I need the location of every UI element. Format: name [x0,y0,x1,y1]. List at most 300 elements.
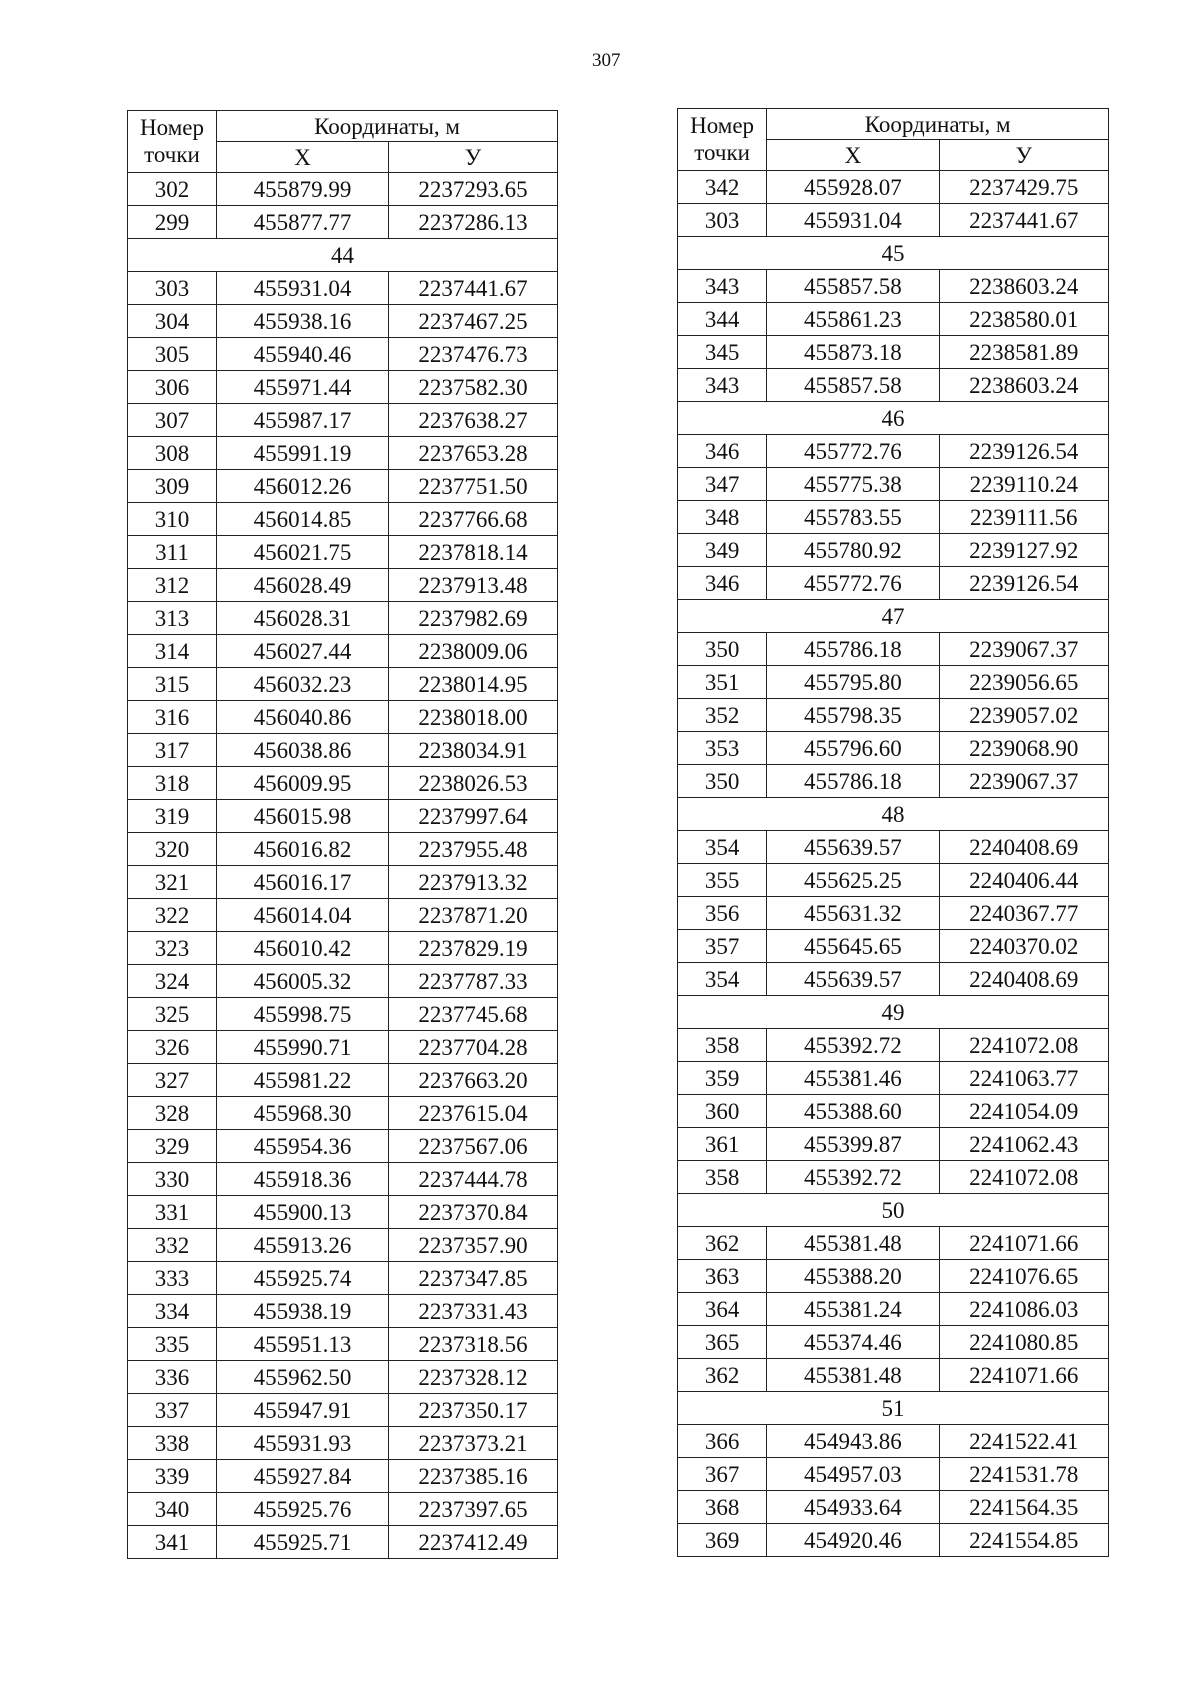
table-row [128,206,558,239]
table-row [678,765,1109,798]
x-coordinate-cell: 456038.86 [217,734,389,767]
x-coordinate-cell: 456016.82 [217,833,389,866]
point-number-cell: 336 [128,1361,217,1394]
y-coordinate-cell: 2237871.20 [389,899,558,932]
table-body [128,173,558,1559]
y-coordinate-cell: 2240408.69 [939,831,1108,864]
y-coordinate-cell: 2238018.00 [389,701,558,734]
point-number-cell: 323 [128,932,217,965]
x-coordinate-cell: 455947.91 [217,1394,389,1427]
x-coordinate-cell: 455399.87 [767,1128,939,1161]
table-row [678,501,1109,534]
x-coordinate-cell: 455971.44 [217,371,389,404]
x-coordinate-cell: 455940.46 [217,338,389,371]
coordinates-header: Координаты, м [217,111,558,142]
point-number-cell: 318 [128,767,217,800]
x-coordinate-cell: 455927.84 [217,1460,389,1493]
x-coordinate-cell: 456040.86 [217,701,389,734]
x-coordinate-cell: 456032.23 [217,668,389,701]
table-row [678,567,1109,600]
x-coordinate-cell: 456014.85 [217,503,389,536]
point-number-cell: 364 [678,1293,767,1326]
y-coordinate-cell: 2237476.73 [389,338,558,371]
table-row [128,272,558,305]
table-row [128,1196,558,1229]
x-coordinate-cell: 455798.35 [767,699,939,732]
y-coordinate-cell: 2237385.16 [389,1460,558,1493]
table-row [678,204,1109,237]
y-coordinate-cell: 2237328.12 [389,1361,558,1394]
table-row [128,1427,558,1460]
table-row [678,963,1109,996]
x-coordinate-cell: 455951.13 [217,1328,389,1361]
point-number-cell: 362 [678,1359,767,1392]
table-row [128,701,558,734]
y-coordinate-cell: 2241076.65 [939,1260,1108,1293]
x-coordinate-cell: 454933.64 [767,1491,939,1524]
y-column-header: У [389,142,558,173]
point-number-cell: 367 [678,1458,767,1491]
point-number-cell: 351 [678,666,767,699]
y-coordinate-cell: 2241071.66 [939,1359,1108,1392]
point-number-cell: 357 [678,930,767,963]
x-coordinate-cell: 455873.18 [767,336,939,369]
section-number: 45 [678,237,1109,270]
y-coordinate-cell: 2238580.01 [939,303,1108,336]
y-coordinate-cell: 2237638.27 [389,404,558,437]
point-number-cell: 303 [678,204,767,237]
table-row [128,1163,558,1196]
x-coordinate-cell: 455918.36 [217,1163,389,1196]
x-coordinate-cell: 455931.04 [767,204,939,237]
y-coordinate-cell: 2237751.50 [389,470,558,503]
y-coordinate-cell: 2237357.90 [389,1229,558,1262]
table-row [128,635,558,668]
y-coordinate-cell: 2237955.48 [389,833,558,866]
x-coordinate-cell: 455381.48 [767,1227,939,1260]
y-coordinate-cell: 2239110.24 [939,468,1108,501]
table-row [128,1394,558,1427]
point-number-cell: 311 [128,536,217,569]
x-coordinate-cell: 455913.26 [217,1229,389,1262]
table-row [678,1161,1109,1194]
table-row [678,897,1109,930]
point-number-cell: 330 [128,1163,217,1196]
x-coordinate-cell: 455639.57 [767,963,939,996]
table-row [128,833,558,866]
x-coordinate-cell: 455786.18 [767,633,939,666]
y-coordinate-cell: 2239068.90 [939,732,1108,765]
table-row [678,1095,1109,1128]
point-number-cell: 331 [128,1196,217,1229]
table-row [678,732,1109,765]
point-number-cell: 343 [678,369,767,402]
point-number-cell: 346 [678,567,767,600]
point-number-cell: 310 [128,503,217,536]
section-number: 47 [678,600,1109,633]
table-row [678,699,1109,732]
point-number-cell: 360 [678,1095,767,1128]
point-number-cell: 353 [678,732,767,765]
x-coordinate-cell: 454957.03 [767,1458,939,1491]
y-coordinate-cell: 2237582.30 [389,371,558,404]
table-row [128,1097,558,1130]
point-number-cell: 363 [678,1260,767,1293]
table-row [128,404,558,437]
point-number-cell: 319 [128,800,217,833]
y-coordinate-cell: 2238603.24 [939,369,1108,402]
y-coordinate-cell: 2237818.14 [389,536,558,569]
table-row [678,534,1109,567]
x-coordinate-cell: 455879.99 [217,173,389,206]
point-number-cell: 362 [678,1227,767,1260]
table-row [128,767,558,800]
section-row [678,600,1109,633]
y-coordinate-cell: 2237350.17 [389,1394,558,1427]
y-coordinate-cell: 2240406.44 [939,864,1108,897]
section-number: 50 [678,1194,1109,1227]
coordinates-table-right [677,108,1109,1557]
point-number-cell: 316 [128,701,217,734]
y-coordinate-cell: 2240370.02 [939,930,1108,963]
table-row [128,1064,558,1097]
table-row [678,1227,1109,1260]
point-number-cell: 350 [678,765,767,798]
section-row [678,402,1109,435]
y-coordinate-cell: 2239111.56 [939,501,1108,534]
y-coordinate-cell: 2237318.56 [389,1328,558,1361]
x-coordinate-cell: 455388.60 [767,1095,939,1128]
table-row [128,437,558,470]
table-row [678,1062,1109,1095]
table-row [128,338,558,371]
x-coordinate-cell: 455392.72 [767,1161,939,1194]
table-row [128,602,558,635]
table-row [678,1491,1109,1524]
table-row [678,831,1109,864]
point-number-cell: 369 [678,1524,767,1557]
point-number-cell: 314 [128,635,217,668]
point-number-cell: 341 [128,1526,217,1559]
y-coordinate-cell: 2237441.67 [939,204,1108,237]
table-row [678,1128,1109,1161]
point-number-cell: 306 [128,371,217,404]
x-coordinate-cell: 454943.86 [767,1425,939,1458]
y-coordinate-cell: 2238034.91 [389,734,558,767]
point-number-cell: 333 [128,1262,217,1295]
x-coordinate-cell: 455381.48 [767,1359,939,1392]
y-coordinate-cell: 2237347.85 [389,1262,558,1295]
table-row [128,536,558,569]
table-row [128,1460,558,1493]
y-coordinate-cell: 2237745.68 [389,998,558,1031]
table-row [678,435,1109,468]
table-row [128,305,558,338]
x-coordinate-cell: 456028.49 [217,569,389,602]
point-number-cell: 299 [128,206,217,239]
table-row [678,270,1109,303]
point-number-cell: 302 [128,173,217,206]
y-coordinate-cell: 2240367.77 [939,897,1108,930]
table-row [128,1031,558,1064]
table-row [678,666,1109,699]
y-coordinate-cell: 2241071.66 [939,1227,1108,1260]
x-coordinate-cell: 455962.50 [217,1361,389,1394]
table-row [128,866,558,899]
x-coordinate-cell: 455783.55 [767,501,939,534]
point-number-cell: 355 [678,864,767,897]
section-row [678,1392,1109,1425]
x-coordinate-cell: 455925.74 [217,1262,389,1295]
table-row [128,899,558,932]
point-number-cell: 347 [678,468,767,501]
x-coordinate-cell: 455998.75 [217,998,389,1031]
table-row [128,734,558,767]
x-coordinate-cell: 456021.75 [217,536,389,569]
y-coordinate-cell: 2237913.48 [389,569,558,602]
x-coordinate-cell: 455796.60 [767,732,939,765]
point-number-cell: 328 [128,1097,217,1130]
point-number-header: Номер точки [128,111,217,173]
point-number-cell: 309 [128,470,217,503]
x-coordinate-cell: 455857.58 [767,369,939,402]
x-coordinate-cell: 455645.65 [767,930,939,963]
x-coordinate-cell: 455968.30 [217,1097,389,1130]
point-number-cell: 338 [128,1427,217,1460]
point-number-cell: 340 [128,1493,217,1526]
y-coordinate-cell: 2241062.43 [939,1128,1108,1161]
point-number-cell: 307 [128,404,217,437]
x-coordinate-cell: 455775.38 [767,468,939,501]
page-number: 307 [592,50,621,71]
table-row [678,1458,1109,1491]
point-number-cell: 324 [128,965,217,998]
x-coordinate-cell: 455938.19 [217,1295,389,1328]
point-number-cell: 358 [678,1161,767,1194]
y-coordinate-cell: 2239067.37 [939,633,1108,666]
point-number-cell: 342 [678,171,767,204]
table-row [678,468,1109,501]
point-number-cell: 332 [128,1229,217,1262]
table-row [128,503,558,536]
table-row [128,1361,558,1394]
point-number-cell: 315 [128,668,217,701]
x-coordinate-cell: 455928.07 [767,171,939,204]
x-coordinate-cell: 455786.18 [767,765,939,798]
x-coordinate-cell: 455931.04 [217,272,389,305]
table-row [128,1130,558,1163]
y-coordinate-cell: 2237331.43 [389,1295,558,1328]
x-coordinate-cell: 456016.17 [217,866,389,899]
section-row [678,798,1109,831]
x-coordinate-cell: 455900.13 [217,1196,389,1229]
y-coordinate-cell: 2238581.89 [939,336,1108,369]
x-coordinate-cell: 455374.46 [767,1326,939,1359]
coordinates-table-left [127,110,558,1559]
x-coordinate-cell: 455981.22 [217,1064,389,1097]
x-coordinate-cell: 455780.92 [767,534,939,567]
point-number-cell: 327 [128,1064,217,1097]
table-body [678,171,1109,1557]
y-coordinate-cell: 2241072.08 [939,1029,1108,1062]
y-coordinate-cell: 2237653.28 [389,437,558,470]
table-row [128,800,558,833]
y-coordinate-cell: 2240408.69 [939,963,1108,996]
table-row [678,1260,1109,1293]
y-coordinate-cell: 2237615.04 [389,1097,558,1130]
point-number-cell: 343 [678,270,767,303]
point-number-cell: 356 [678,897,767,930]
point-number-cell: 308 [128,437,217,470]
y-coordinate-cell: 2237787.33 [389,965,558,998]
x-column-header: Х [767,140,939,171]
x-coordinate-cell: 455392.72 [767,1029,939,1062]
y-coordinate-cell: 2237429.75 [939,171,1108,204]
x-coordinate-cell: 455987.17 [217,404,389,437]
x-column-header: Х [217,142,389,173]
table-row [128,1229,558,1262]
table-row [678,1359,1109,1392]
y-coordinate-cell: 2238014.95 [389,668,558,701]
y-coordinate-cell: 2241080.85 [939,1326,1108,1359]
x-coordinate-cell: 455772.76 [767,567,939,600]
y-coordinate-cell: 2237286.13 [389,206,558,239]
section-row [678,237,1109,270]
y-coordinate-cell: 2241554.85 [939,1524,1108,1557]
table-row [678,369,1109,402]
table-row [678,864,1109,897]
y-coordinate-cell: 2241564.35 [939,1491,1108,1524]
table-row [678,1524,1109,1557]
x-coordinate-cell: 455925.71 [217,1526,389,1559]
point-number-cell: 354 [678,963,767,996]
table-row [678,1029,1109,1062]
point-number-cell: 326 [128,1031,217,1064]
y-coordinate-cell: 2237913.32 [389,866,558,899]
x-coordinate-cell: 455877.77 [217,206,389,239]
x-coordinate-cell: 456015.98 [217,800,389,833]
point-number-cell: 321 [128,866,217,899]
y-coordinate-cell: 2238603.24 [939,270,1108,303]
point-number-cell: 329 [128,1130,217,1163]
x-coordinate-cell: 455861.23 [767,303,939,336]
y-coordinate-cell: 2237293.65 [389,173,558,206]
y-coordinate-cell: 2239056.65 [939,666,1108,699]
y-coordinate-cell: 2239067.37 [939,765,1108,798]
section-number: 48 [678,798,1109,831]
point-number-cell: 325 [128,998,217,1031]
point-number-cell: 352 [678,699,767,732]
table-row [678,303,1109,336]
y-coordinate-cell: 2237766.68 [389,503,558,536]
point-number-cell: 358 [678,1029,767,1062]
x-coordinate-cell: 455381.46 [767,1062,939,1095]
table-row [678,1326,1109,1359]
point-number-cell: 334 [128,1295,217,1328]
x-coordinate-cell: 455857.58 [767,270,939,303]
point-number-cell: 349 [678,534,767,567]
y-coordinate-cell: 2241063.77 [939,1062,1108,1095]
x-coordinate-cell: 455772.76 [767,435,939,468]
x-coordinate-cell: 455639.57 [767,831,939,864]
table-row [678,633,1109,666]
x-coordinate-cell: 455931.93 [217,1427,389,1460]
table-row [678,930,1109,963]
y-coordinate-cell: 2237663.20 [389,1064,558,1097]
point-number-cell: 303 [128,272,217,305]
point-number-cell: 366 [678,1425,767,1458]
table-row [128,1526,558,1559]
y-coordinate-cell: 2241522.41 [939,1425,1108,1458]
table-row [128,1295,558,1328]
y-coordinate-cell: 2241086.03 [939,1293,1108,1326]
x-coordinate-cell: 456010.42 [217,932,389,965]
x-coordinate-cell: 455795.80 [767,666,939,699]
table-row [678,1293,1109,1326]
y-coordinate-cell: 2237829.19 [389,932,558,965]
point-number-cell: 344 [678,303,767,336]
point-number-cell: 304 [128,305,217,338]
x-coordinate-cell: 455938.16 [217,305,389,338]
coordinates-header: Координаты, м [767,109,1109,140]
x-coordinate-cell: 456028.31 [217,602,389,635]
y-coordinate-cell: 2239127.92 [939,534,1108,567]
y-coordinate-cell: 2237441.67 [389,272,558,305]
point-number-cell: 312 [128,569,217,602]
point-number-cell: 345 [678,336,767,369]
y-coordinate-cell: 2237704.28 [389,1031,558,1064]
table-row [128,932,558,965]
table-row [678,171,1109,204]
x-coordinate-cell: 455954.36 [217,1130,389,1163]
point-number-cell: 335 [128,1328,217,1361]
x-coordinate-cell: 455990.71 [217,1031,389,1064]
x-coordinate-cell: 455925.76 [217,1493,389,1526]
y-coordinate-cell: 2241054.09 [939,1095,1108,1128]
x-coordinate-cell: 455381.24 [767,1293,939,1326]
y-coordinate-cell: 2237370.84 [389,1196,558,1229]
y-coordinate-cell: 2237373.21 [389,1427,558,1460]
point-number-cell: 313 [128,602,217,635]
x-coordinate-cell: 455388.20 [767,1260,939,1293]
y-coordinate-cell: 2239126.54 [939,567,1108,600]
table-row [128,1493,558,1526]
y-coordinate-cell: 2237982.69 [389,602,558,635]
point-number-header: Номер точки [678,109,767,171]
point-number-cell: 322 [128,899,217,932]
point-number-cell: 361 [678,1128,767,1161]
point-number-cell: 350 [678,633,767,666]
point-number-cell: 359 [678,1062,767,1095]
point-number-cell: 305 [128,338,217,371]
table-row [128,668,558,701]
y-coordinate-cell: 2241072.08 [939,1161,1108,1194]
section-row [128,239,558,272]
section-row [678,1194,1109,1227]
table-row [678,1425,1109,1458]
table-row [128,998,558,1031]
point-number-cell: 337 [128,1394,217,1427]
y-coordinate-cell: 2237444.78 [389,1163,558,1196]
table-row [128,965,558,998]
x-coordinate-cell: 454920.46 [767,1524,939,1557]
point-number-cell: 317 [128,734,217,767]
y-coordinate-cell: 2237397.65 [389,1493,558,1526]
table-row [128,1328,558,1361]
table-row [128,569,558,602]
y-coordinate-cell: 2239126.54 [939,435,1108,468]
point-number-cell: 339 [128,1460,217,1493]
